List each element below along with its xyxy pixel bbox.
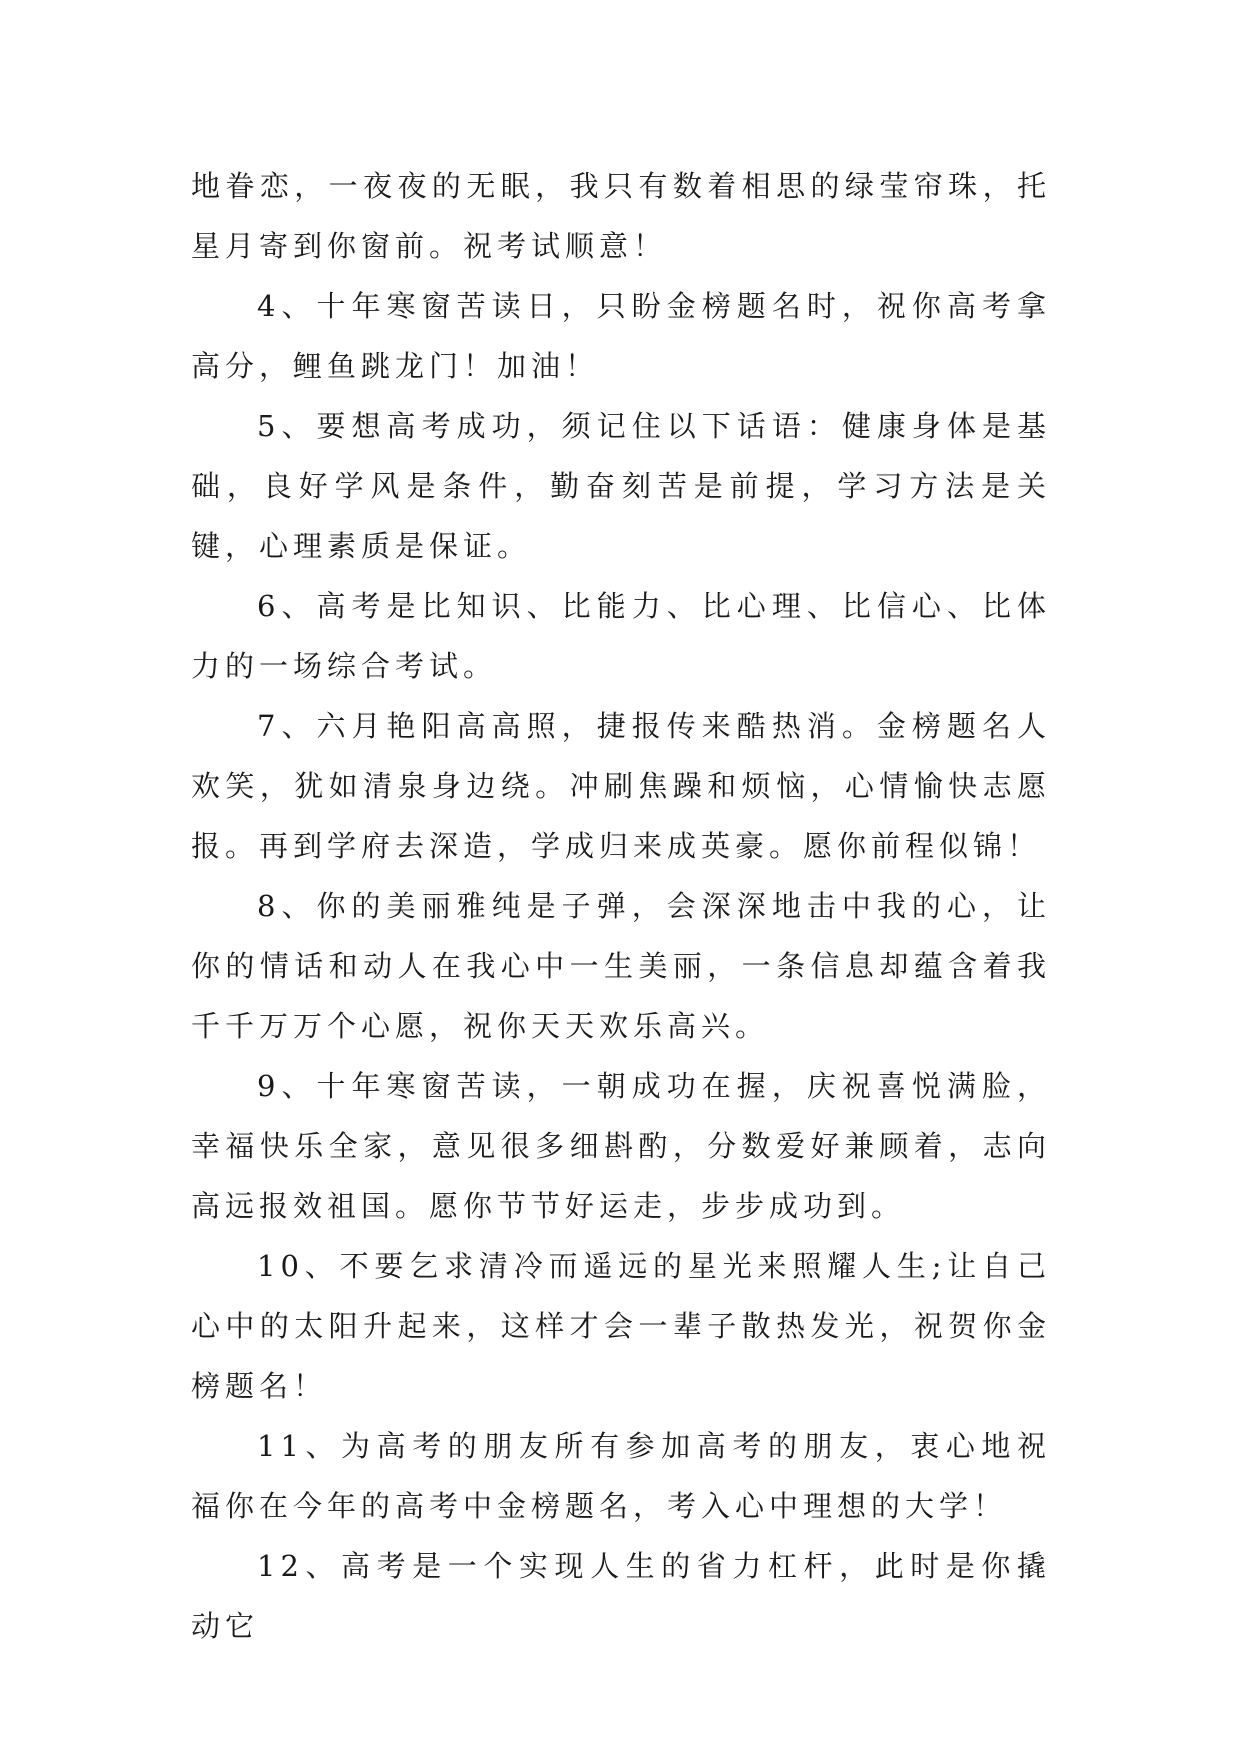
paragraph-item-8: 8、你的美丽雅纯是子弹，会深深地击中我的心，让你的情话和动人在我心中一生美丽，一条信息却蕴含着我千千万万个心愿，祝你天天欢乐高兴。 <box>191 889 1051 1043</box>
paragraph-item-10: 10、不要乞求清冷而遥远的星光来照耀人生;让自己心中的太阳升起来，这样才会一辈子散热发光，祝贺你金榜题名！ <box>191 1249 1051 1403</box>
paragraph-item-9: 9、十年寒窗苦读，一朝成功在握，庆祝喜悦满脸，幸福快乐全家，意见很多细斟酌，分数爱好兼顾着，志向高远报效祖国。愿你节节好运走，步步成功到。 <box>191 1069 1051 1223</box>
paragraph-item-5: 5、要想高考成功，须记住以下话语：健康身体是基础，良好学风是条件，勤奋刻苦是前提，学习方法是关键，心理素质是保证。 <box>191 409 1051 563</box>
paragraph-item-7: 7、六月艳阳高高照，捷报传来酷热消。金榜题名人欢笑，犹如清泉身边绕。冲刷焦躁和烦恼，心情愉快志愿报。再到学府去深造，学成归来成英豪。愿你前程似锦！ <box>191 709 1051 863</box>
paragraph-item-12: 12、高考是一个实现人生的省力杠杆，此时是你撬动它 <box>191 1549 1051 1643</box>
paragraph-continued: 地眷恋，一夜夜的无眠，我只有数着相思的绿莹帘珠，托星月寄到你窗前。祝考试顺意！ <box>191 169 1051 263</box>
paragraph-item-4: 4、十年寒窗苦读日，只盼金榜题名时，祝你高考拿高分，鲤鱼跳龙门！加油！ <box>191 289 1051 383</box>
paragraph-item-6: 6、高考是比知识、比能力、比心理、比信心、比体力的一场综合考试。 <box>191 589 1051 683</box>
document-page <box>191 156 1051 1656</box>
paragraph-item-11: 11、为高考的朋友所有参加高考的朋友，衷心地祝福你在今年的高考中金榜题名，考入心中理想的大学！ <box>191 1429 1051 1523</box>
